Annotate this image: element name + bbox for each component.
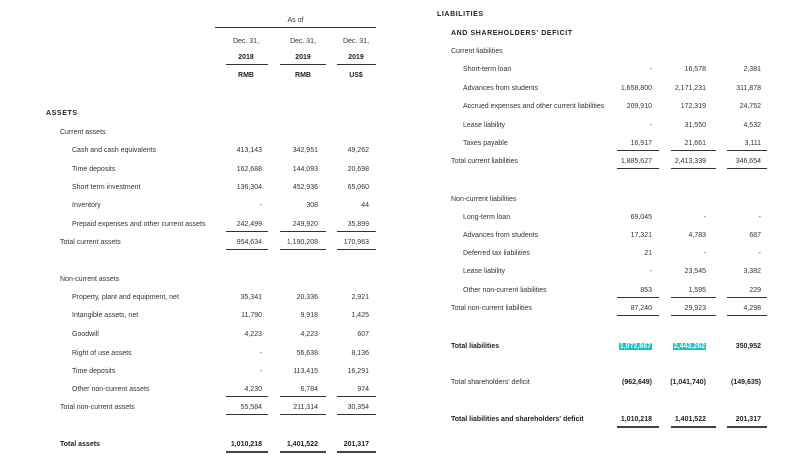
col2-year-rule bbox=[280, 64, 326, 65]
value-text: 311,878 bbox=[736, 85, 761, 92]
row-value-col3 bbox=[701, 102, 761, 111]
col1-year-rule bbox=[226, 64, 268, 65]
liability-row-label: Long-term loan bbox=[463, 214, 511, 221]
asset-row-label: Other non-current assets bbox=[72, 386, 150, 393]
liability-row-label: Advances from students bbox=[463, 232, 539, 239]
value-text: 20,698 bbox=[347, 166, 369, 173]
row-value-col3 bbox=[309, 165, 369, 174]
value-text: - bbox=[703, 214, 706, 221]
value-text: 452,936 bbox=[292, 184, 318, 191]
total-liabilities-label: Total liabilities bbox=[451, 343, 500, 350]
row-value-col3 bbox=[309, 330, 369, 339]
row-value-col3 bbox=[309, 183, 369, 192]
row-value-col1 bbox=[202, 201, 262, 210]
value-text: 172,319 bbox=[680, 103, 706, 110]
asset-row-label: Time deposits bbox=[72, 166, 116, 173]
underline-col1 bbox=[617, 297, 659, 298]
value-text: 170,963 bbox=[343, 239, 369, 246]
row-value-col3 bbox=[701, 267, 761, 276]
underline-col1 bbox=[617, 315, 659, 316]
value-text: 20,336 bbox=[296, 294, 318, 301]
row-value-col1 bbox=[592, 231, 652, 240]
underline-col3 bbox=[337, 249, 376, 250]
value-text: 35,341 bbox=[240, 294, 262, 301]
row-value-col3 bbox=[701, 84, 761, 93]
value-text: (1,041,740) bbox=[670, 379, 706, 386]
value-text: 65,060 bbox=[347, 184, 369, 191]
value-text: 4,783 bbox=[688, 232, 706, 239]
row-value-col1 bbox=[592, 342, 652, 351]
row-value-col1 bbox=[202, 403, 262, 412]
row-value-col1 bbox=[202, 440, 262, 449]
value-text: 144,093 bbox=[292, 166, 318, 173]
underline-col2 bbox=[280, 249, 326, 250]
underline-col3 bbox=[337, 396, 376, 397]
row-value-col1 bbox=[592, 286, 652, 295]
row-value-col2 bbox=[646, 378, 706, 387]
header-rule bbox=[215, 27, 376, 28]
row-value-col3 bbox=[309, 146, 369, 155]
row-value-col1 bbox=[202, 330, 262, 339]
underline-col1 bbox=[617, 150, 659, 151]
as-of-label: As of bbox=[287, 17, 304, 24]
non-current-assets-heading: Non-current assets bbox=[60, 276, 120, 283]
value-text: 2,443,262 bbox=[673, 343, 705, 350]
value-text: - bbox=[259, 368, 262, 375]
row-value-col2 bbox=[646, 342, 706, 351]
row-value-col1 bbox=[592, 84, 652, 93]
value-text: 44 bbox=[361, 202, 369, 209]
row-value-col3 bbox=[309, 440, 369, 449]
total-assets-label: Total assets bbox=[60, 441, 100, 448]
liabilities-subtitle: AND SHAREHOLDERS' DEFICIT bbox=[451, 30, 573, 37]
value-text: 1,425 bbox=[351, 312, 369, 319]
value-text: 16,917 bbox=[630, 140, 652, 147]
row-value-col1 bbox=[592, 415, 652, 424]
liability-row-label: Other non-current liabilities bbox=[463, 287, 547, 294]
value-text: 162,688 bbox=[236, 166, 262, 173]
value-text: 607 bbox=[357, 331, 369, 338]
value-text: 242,499 bbox=[236, 221, 262, 228]
row-value-col1 bbox=[202, 349, 262, 358]
total-current-liabilities-label: Total current liabilities bbox=[451, 158, 518, 165]
row-value-col1 bbox=[592, 378, 652, 387]
underline-col3 bbox=[337, 414, 376, 415]
underline-col1 bbox=[617, 168, 659, 169]
row-value-col3 bbox=[701, 378, 761, 387]
liability-row-label: Short-term loan bbox=[463, 66, 512, 73]
value-text: 9,918 bbox=[300, 312, 318, 319]
row-value-col3 bbox=[701, 231, 761, 240]
row-value-col1 bbox=[592, 304, 652, 313]
row-value-col1 bbox=[592, 249, 652, 258]
row-value-col3 bbox=[309, 311, 369, 320]
value-text: 2,171,231 bbox=[674, 85, 706, 92]
liability-row-label: Lease liability bbox=[463, 122, 506, 129]
value-text: (962,649) bbox=[622, 379, 652, 386]
row-value-col1 bbox=[202, 385, 262, 394]
value-text: 1,401,522 bbox=[674, 416, 706, 423]
row-value-col3 bbox=[701, 342, 761, 351]
underline-col2 bbox=[671, 315, 716, 316]
underline-col3 bbox=[727, 315, 767, 316]
row-value-col2 bbox=[646, 65, 706, 74]
col1-currency: RMB bbox=[238, 72, 254, 79]
row-value-col1 bbox=[592, 157, 652, 166]
row-value-col3 bbox=[309, 220, 369, 229]
underline-col2 bbox=[671, 150, 716, 151]
value-text: 16,291 bbox=[347, 368, 369, 375]
col2-date: Dec. 31, bbox=[289, 38, 317, 45]
value-text: - bbox=[703, 250, 706, 257]
value-text: 69,045 bbox=[630, 214, 652, 221]
current-liabilities-heading: Current liabilities bbox=[451, 48, 503, 55]
underline-col2 bbox=[280, 414, 326, 415]
row-value-col3 bbox=[309, 385, 369, 394]
row-value-col1 bbox=[592, 267, 652, 276]
value-text: 413,143 bbox=[236, 147, 262, 154]
row-value-col1 bbox=[202, 311, 262, 320]
row-value-col2 bbox=[646, 139, 706, 148]
col1-date: Dec. 31, bbox=[232, 38, 260, 45]
total-current-assets-label: Total current assets bbox=[60, 239, 121, 246]
underline-col2 bbox=[671, 168, 716, 169]
row-value-col2 bbox=[646, 121, 706, 130]
asset-row-label: Intangible assets, net bbox=[72, 312, 139, 319]
value-text: - bbox=[649, 268, 652, 275]
value-text: 11,790 bbox=[241, 312, 262, 319]
row-value-col1 bbox=[202, 146, 262, 155]
total-liabilities-and-deficit-label: Total liabilities and shareholders' deficit bbox=[451, 416, 584, 423]
value-text: 229 bbox=[749, 287, 761, 294]
value-text: 1,658,800 bbox=[620, 85, 652, 92]
value-text: 308 bbox=[306, 202, 318, 209]
current-assets-heading: Current assets bbox=[60, 129, 106, 136]
value-text: 113,415 bbox=[293, 368, 318, 375]
value-text: 2,381 bbox=[743, 66, 761, 73]
liability-row-label: Accrued expenses and other current liabilities bbox=[463, 103, 605, 110]
row-value-col3 bbox=[701, 139, 761, 148]
liability-row-label: Lease liability bbox=[463, 268, 506, 275]
value-text: 4,532 bbox=[743, 122, 761, 129]
row-value-col2 bbox=[646, 102, 706, 111]
underline-col1 bbox=[226, 231, 268, 232]
col3-year: 2019 bbox=[348, 54, 364, 61]
row-value-col2 bbox=[646, 84, 706, 93]
row-value-col1 bbox=[202, 293, 262, 302]
row-value-col3 bbox=[309, 238, 369, 247]
row-value-col1 bbox=[592, 121, 652, 130]
row-value-col3 bbox=[309, 201, 369, 210]
asset-row-label: Prepaid expenses and other current assets bbox=[72, 221, 206, 228]
row-value-col3 bbox=[309, 403, 369, 412]
value-text: 4,298 bbox=[743, 305, 761, 312]
row-value-col2 bbox=[646, 286, 706, 295]
value-text: 350,952 bbox=[735, 343, 761, 350]
value-text: 6,784 bbox=[300, 386, 318, 393]
total-non-current-assets-label: Total non-current assets bbox=[60, 404, 135, 411]
row-value-col3 bbox=[701, 121, 761, 130]
row-value-col3 bbox=[701, 415, 761, 424]
row-value-col3 bbox=[701, 157, 761, 166]
row-value-col1 bbox=[202, 367, 262, 376]
value-text: - bbox=[259, 202, 262, 209]
asset-row-label: Property, plant and equipment, net bbox=[72, 294, 179, 301]
row-value-col3 bbox=[701, 249, 761, 258]
row-value-col2 bbox=[646, 304, 706, 313]
col2-currency: RMB bbox=[295, 72, 311, 79]
value-text: 201,317 bbox=[735, 416, 761, 423]
row-value-col1 bbox=[592, 213, 652, 222]
liability-row-label: Taxes payable bbox=[463, 140, 508, 147]
value-text: 954,634 bbox=[236, 239, 262, 246]
value-text: 23,545 bbox=[684, 268, 706, 275]
underline-col2 bbox=[671, 297, 716, 298]
value-text: 21 bbox=[644, 250, 652, 257]
underline-col3 bbox=[337, 231, 376, 232]
row-value-col2 bbox=[646, 213, 706, 222]
row-value-col3 bbox=[701, 213, 761, 222]
value-text: 29,923 bbox=[684, 305, 706, 312]
value-text: (149,635) bbox=[731, 379, 761, 386]
row-value-col2 bbox=[646, 249, 706, 258]
value-text: 209,910 bbox=[626, 103, 652, 110]
value-text: - bbox=[758, 250, 761, 257]
asset-row-label: Time deposits bbox=[72, 368, 116, 375]
col1-year: 2018 bbox=[238, 54, 254, 61]
value-text: 136,304 bbox=[236, 184, 262, 191]
value-text: 35,899 bbox=[347, 221, 369, 228]
value-text: - bbox=[649, 66, 652, 73]
liabilities-title: LIABILITIES bbox=[437, 11, 484, 18]
col3-year-rule bbox=[337, 64, 376, 65]
row-value-col3 bbox=[309, 293, 369, 302]
value-text: 4,223 bbox=[244, 331, 262, 338]
value-text: 30,354 bbox=[347, 404, 369, 411]
value-text: 3,382 bbox=[743, 268, 761, 275]
underline-col3 bbox=[727, 150, 767, 151]
asset-row-label: Right of use assets bbox=[72, 350, 132, 357]
row-value-col1 bbox=[202, 183, 262, 192]
value-text: - bbox=[649, 122, 652, 129]
asset-row-label: Cash and cash equivalents bbox=[72, 147, 157, 154]
value-text: 2,921 bbox=[351, 294, 369, 301]
underline-col3 bbox=[727, 426, 767, 428]
value-text: 1,595 bbox=[688, 287, 706, 294]
row-value-col2 bbox=[646, 415, 706, 424]
underline-col2 bbox=[671, 426, 716, 428]
value-text: 974 bbox=[357, 386, 369, 393]
asset-row-label: Inventory bbox=[72, 202, 101, 209]
asset-row-label: Goodwill bbox=[72, 331, 99, 338]
value-text: 3,111 bbox=[744, 140, 761, 147]
value-text: 346,654 bbox=[735, 158, 761, 165]
value-text: 249,920 bbox=[292, 221, 318, 228]
row-value-col3 bbox=[701, 65, 761, 74]
value-text: 201,317 bbox=[343, 441, 369, 448]
non-current-liabilities-heading: Non-current liabilities bbox=[451, 196, 517, 203]
value-text: 342,951 bbox=[292, 147, 318, 154]
row-value-col1 bbox=[202, 238, 262, 247]
assets-title: ASSETS bbox=[46, 110, 78, 117]
underline-col3 bbox=[337, 451, 376, 453]
row-value-col1 bbox=[202, 220, 262, 229]
liability-row-label: Advances from students bbox=[463, 85, 539, 92]
value-text: 687 bbox=[749, 232, 761, 239]
value-text: 2,413,339 bbox=[674, 158, 706, 165]
underline-col1 bbox=[226, 451, 268, 453]
value-text: 1,190,208 bbox=[286, 239, 318, 246]
underline-col1 bbox=[617, 426, 659, 428]
value-text: 56,638 bbox=[296, 350, 318, 357]
value-text: 55,584 bbox=[240, 404, 262, 411]
value-text: 1,010,218 bbox=[620, 416, 652, 423]
value-text: 4,223 bbox=[300, 331, 318, 338]
value-text: 24,752 bbox=[739, 103, 761, 110]
underline-col3 bbox=[727, 168, 767, 169]
value-text: 1,010,218 bbox=[230, 441, 262, 448]
row-value-col3 bbox=[701, 286, 761, 295]
value-text: 21,661 bbox=[684, 140, 706, 147]
value-text: 1,885,627 bbox=[620, 158, 652, 165]
row-value-col1 bbox=[592, 139, 652, 148]
value-text: - bbox=[259, 350, 262, 357]
col3-date: Dec. 31, bbox=[342, 38, 370, 45]
value-text: 853 bbox=[640, 287, 652, 294]
underline-col2 bbox=[280, 231, 326, 232]
value-text: 17,321 bbox=[630, 232, 652, 239]
liability-row-label: Deferred tax liabilities bbox=[463, 250, 530, 257]
row-value-col2 bbox=[646, 157, 706, 166]
row-value-col3 bbox=[309, 349, 369, 358]
value-text: 4,230 bbox=[244, 386, 262, 393]
row-value-col2 bbox=[646, 267, 706, 276]
col2-year: 2019 bbox=[295, 54, 311, 61]
value-text: 1,401,522 bbox=[286, 441, 318, 448]
row-value-col1 bbox=[592, 102, 652, 111]
underline-col3 bbox=[727, 297, 767, 298]
underline-col1 bbox=[226, 414, 268, 415]
value-text: 211,314 bbox=[293, 404, 318, 411]
col3-currency: US$ bbox=[349, 72, 363, 79]
value-text: 8,136 bbox=[351, 350, 369, 357]
value-text: 1,972,867 bbox=[619, 343, 651, 350]
value-text: 16,578 bbox=[684, 66, 706, 73]
row-value-col3 bbox=[701, 304, 761, 313]
value-text: - bbox=[758, 214, 761, 221]
value-text: 31,550 bbox=[684, 122, 706, 129]
row-value-col2 bbox=[646, 231, 706, 240]
total-shareholders-deficit-label: Total shareholders' deficit bbox=[451, 379, 530, 386]
underline-col2 bbox=[280, 451, 326, 453]
row-value-col1 bbox=[592, 65, 652, 74]
row-value-col1 bbox=[202, 165, 262, 174]
value-text: 87,240 bbox=[630, 305, 652, 312]
asset-row-label: Short term investment bbox=[72, 184, 141, 191]
underline-col2 bbox=[280, 396, 326, 397]
total-non-current-liabilities-label: Total non-current liabilities bbox=[451, 305, 532, 312]
underline-col1 bbox=[226, 249, 268, 250]
row-value-col3 bbox=[309, 367, 369, 376]
value-text: 49,262 bbox=[347, 147, 369, 154]
underline-col1 bbox=[226, 396, 268, 397]
